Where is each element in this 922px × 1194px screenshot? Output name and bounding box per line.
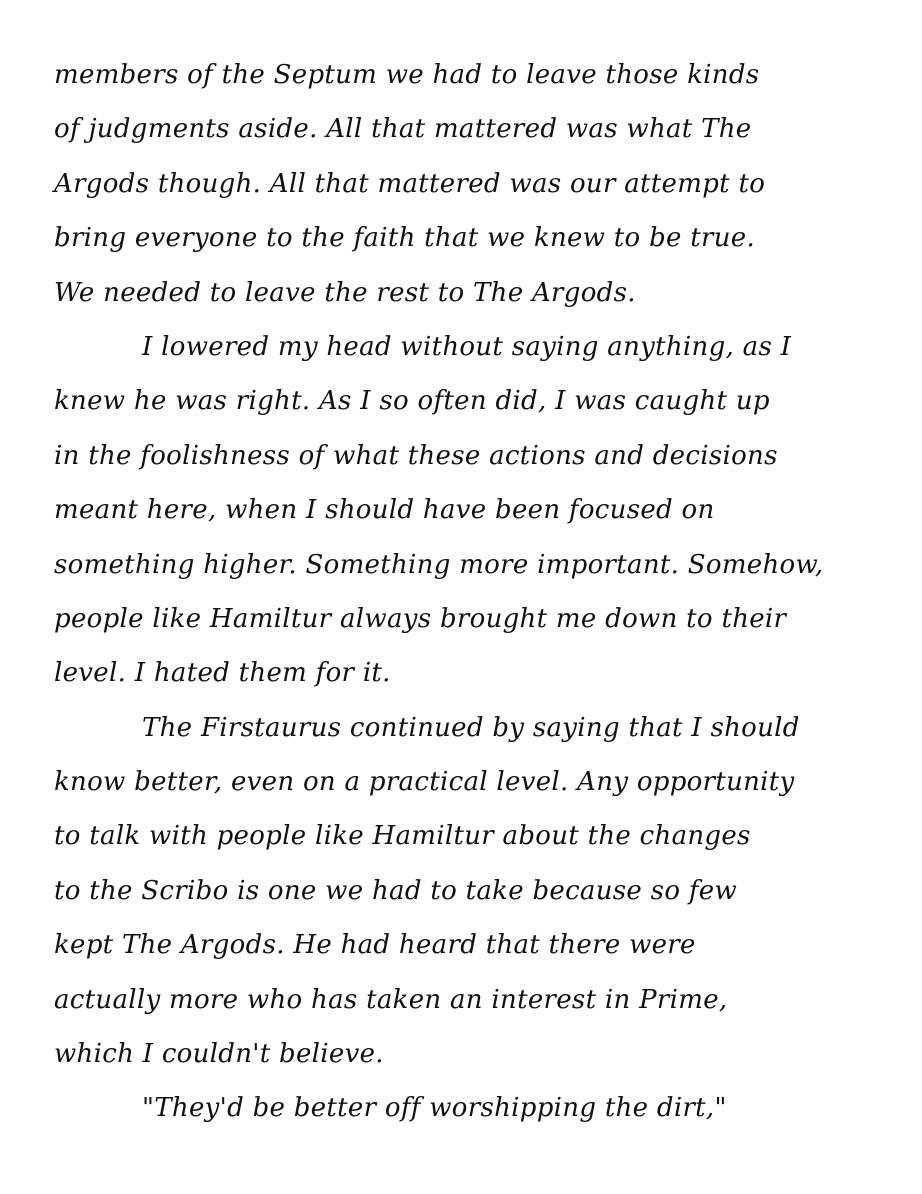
text-line: people like Hamiltur always brought me down to their [54, 603, 787, 634]
text-line: level. I hated them for it. [54, 658, 391, 689]
text-line: members of the Septum we had to leave those kinds [54, 60, 760, 90]
paragraph-start-line: The Firstaurus continued by saying that I should [142, 712, 800, 743]
text-line: We needed to leave the rest to The Argods. [54, 277, 636, 308]
text-line: actually more who has taken an interest in Prime, [54, 984, 728, 1015]
text-line: to talk with people like Hamiltur about the changes [54, 821, 751, 852]
text-line: to the Scribo is one we had to take because so few [54, 875, 738, 906]
text-line: which I couldn't believe. [54, 1039, 384, 1070]
text-line: kept The Argods. He had heard that there were [54, 930, 696, 961]
text-line: knew he was right. As I so often did, I was caught up [54, 386, 770, 417]
text-line: of judgments aside. All that mattered was what The [54, 114, 752, 145]
text-line: bring everyone to the faith that we knew to be true. [54, 223, 756, 254]
body-text [54, 48, 884, 1136]
text-line: meant here, when I should have been focused on [54, 495, 715, 526]
text-line: Argods though. All that mattered was our attempt to [54, 168, 766, 199]
text-line: know better, even on a practical level. Any opportunity [54, 767, 795, 798]
paragraph-start-line: "They'd be better off worshipping the dirt," [142, 1093, 727, 1124]
text-line: something higher. Something more important. Somehow, [54, 549, 824, 580]
paragraph-start-line: I lowered my head without saying anything, as I [142, 331, 792, 362]
text-line: in the foolishness of what these actions and decisions [54, 440, 778, 471]
